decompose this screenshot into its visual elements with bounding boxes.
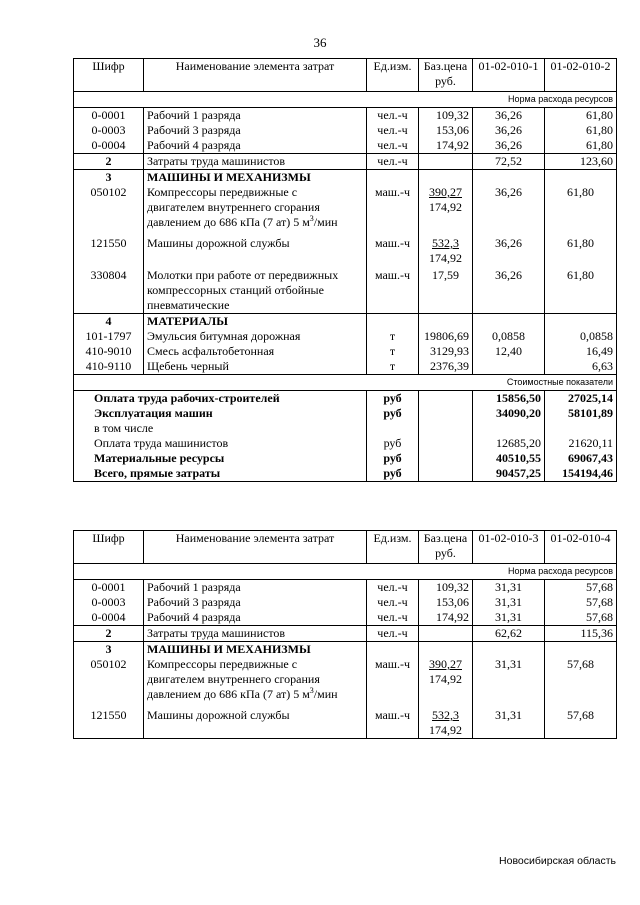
section-title: МАШИНЫ И МЕХАНИЗМЫ — [144, 642, 367, 658]
row-name: Рабочий 1 разряда — [144, 580, 367, 596]
row-code: 330804 — [74, 266, 144, 314]
row-name: Затраты труда машинистов — [144, 626, 367, 642]
section-row-machines — [74, 642, 617, 658]
table-row — [74, 230, 617, 266]
total-row — [74, 436, 617, 451]
row-name: Рабочий 3 разряда — [144, 595, 367, 610]
total-row — [74, 406, 617, 421]
row-value-a: 36,26 — [473, 185, 545, 230]
footer-region: Новосибирская область — [499, 855, 616, 867]
row-name: Рабочий 1 разряда — [144, 108, 367, 124]
table-row — [74, 123, 617, 138]
row-unit: маш.-ч — [367, 185, 419, 230]
row-price: 390,27 174,92 — [419, 657, 473, 702]
total-unit: руб — [367, 406, 419, 421]
row-value-a: 72,52 — [473, 154, 545, 170]
total-label: Эксплуатация машин — [74, 406, 367, 421]
header-code: Шифр — [74, 531, 144, 564]
header-price — [419, 531, 473, 564]
row-unit: маш.-ч — [367, 230, 419, 266]
row-value-b: 0,0858 — [545, 329, 617, 344]
header-price-line2: руб. — [435, 74, 456, 88]
row-code: 050102 — [74, 185, 144, 230]
row-name: Эмульсия битумная дорожная — [144, 329, 367, 344]
row-value-a: 31,31 — [473, 595, 545, 610]
row-value-b: 123,60 — [545, 154, 617, 170]
total-value-b: 69067,43 — [545, 451, 617, 466]
total-value-a: 90457,25 — [473, 466, 545, 482]
row-value-b: 115,36 — [545, 626, 617, 642]
row-value-a: 36,26 — [473, 230, 545, 266]
row-name: Затраты труда машинистов — [144, 154, 367, 170]
total-row — [74, 421, 617, 436]
row-price: 2376,39 — [419, 359, 473, 375]
row-price: 532,3 174,92 — [419, 230, 473, 266]
total-unit: руб — [367, 451, 419, 466]
header-price-line2: руб. — [435, 546, 456, 560]
row-value-a: 31,31 — [473, 580, 545, 596]
row-code: 410-9010 — [74, 344, 144, 359]
row-value-a: 36,26 — [473, 108, 545, 124]
row-value-b: 61,80 — [545, 230, 617, 266]
row-value-b: 61,80 — [545, 138, 617, 154]
resource-table-2 — [73, 530, 617, 739]
total-value-b: 154194,46 — [545, 466, 617, 482]
row-value-b: 57,68 — [545, 657, 617, 702]
row-value-a: 36,26 — [473, 266, 545, 314]
row-value-b: 6,63 — [545, 359, 617, 375]
row-code: 0-0004 — [74, 610, 144, 626]
table-row — [74, 329, 617, 344]
norm-caption: Норма расхода ресурсов — [74, 92, 617, 108]
header-name: Наименование элемента затрат — [144, 531, 367, 564]
row-name: Компрессоры передвижные с двигателем внутреннего сгорания давлением до 686 кПа (7 ат) 5 $м^3$/мин — [144, 185, 367, 230]
row-code: 121550 — [74, 702, 144, 739]
row-price: 174,92 — [419, 138, 473, 154]
cost-caption: Стоимостные показатели — [74, 375, 617, 391]
row-value-a: 0,0858 — [473, 329, 545, 344]
row-value-b: 61,80 — [545, 108, 617, 124]
total-value-a: 12685,20 — [473, 436, 545, 451]
row-price: 19806,69 — [419, 329, 473, 344]
table-row — [74, 359, 617, 375]
operators-row — [74, 154, 617, 170]
total-value-b: 21620,11 — [545, 436, 617, 451]
row-unit: т — [367, 344, 419, 359]
norm-caption: Норма расхода ресурсов — [74, 564, 617, 580]
section-title: МАТЕРИАЛЫ — [144, 314, 367, 330]
row-name: Рабочий 4 разряда — [144, 610, 367, 626]
row-price: 3129,93 — [419, 344, 473, 359]
row-value-a: 62,62 — [473, 626, 545, 642]
total-label: Материальные ресурсы — [74, 451, 367, 466]
cost-caption-row — [74, 375, 617, 391]
total-unit: руб — [367, 466, 419, 482]
row-price: 174,92 — [419, 610, 473, 626]
row-unit: т — [367, 359, 419, 375]
page-number: 36 — [313, 35, 327, 50]
row-price: 532,3 174,92 — [419, 702, 473, 739]
row-price: 109,32 — [419, 108, 473, 124]
resource-table-1 — [73, 58, 617, 482]
header-unit: Ед.изм. — [367, 59, 419, 92]
row-name: Машины дорожной службы — [144, 230, 367, 266]
header-price-line1: Баз.цена — [423, 59, 468, 73]
row-code: 410-9110 — [74, 359, 144, 375]
section-code: 3 — [74, 642, 144, 658]
row-value-b: 61,80 — [545, 185, 617, 230]
norm-caption-row — [74, 564, 617, 580]
row-price: 109,32 — [419, 580, 473, 596]
row-code: 0-0004 — [74, 138, 144, 154]
table-row — [74, 610, 617, 626]
row-value-a — [473, 359, 545, 375]
table-header-row — [74, 59, 617, 92]
row-value-a: 36,26 — [473, 138, 545, 154]
row-value-b: 61,80 — [545, 123, 617, 138]
row-name: Рабочий 4 разряда — [144, 138, 367, 154]
table-row — [74, 185, 617, 230]
table-header-row — [74, 531, 617, 564]
total-value-b: 58101,89 — [545, 406, 617, 421]
header-code: Шифр — [74, 59, 144, 92]
row-code: 050102 — [74, 657, 144, 702]
header-unit: Ед.изм. — [367, 531, 419, 564]
table-row — [74, 595, 617, 610]
row-code: 121550 — [74, 230, 144, 266]
row-unit: т — [367, 329, 419, 344]
row-value-a: 36,26 — [473, 123, 545, 138]
row-unit: маш.-ч — [367, 657, 419, 702]
header-price — [419, 59, 473, 92]
row-unit: чел.-ч — [367, 138, 419, 154]
row-value-b: 16,49 — [545, 344, 617, 359]
header-price-line1: Баз.цена — [423, 531, 468, 545]
row-name: Щебень черный — [144, 359, 367, 375]
table-row — [74, 702, 617, 739]
header-name: Наименование элемента затрат — [144, 59, 367, 92]
row-code: 0-0001 — [74, 108, 144, 124]
total-row — [74, 466, 617, 482]
row-value-a: 31,31 — [473, 702, 545, 739]
total-label: Оплата труда рабочих-строителей — [74, 391, 367, 407]
row-price: 153,06 — [419, 123, 473, 138]
row-unit: маш.-ч — [367, 702, 419, 739]
total-unit: руб — [367, 391, 419, 407]
row-price: 153,06 — [419, 595, 473, 610]
header-col-a: 01-02-010-1 — [473, 59, 545, 92]
row-unit: чел.-ч — [367, 595, 419, 610]
row-name: Рабочий 3 разряда — [144, 123, 367, 138]
total-value-a: 34090,20 — [473, 406, 545, 421]
operators-row — [74, 626, 617, 642]
row-code: 0-0001 — [74, 580, 144, 596]
row-value-a: 12,40 — [473, 344, 545, 359]
row-price: 17,59 — [419, 266, 473, 314]
row-value-a: 31,31 — [473, 657, 545, 702]
section-code: 3 — [74, 170, 144, 186]
row-value-b: 61,80 — [545, 266, 617, 314]
row-value-b: 57,68 — [545, 580, 617, 596]
table-row — [74, 266, 617, 314]
row-unit: чел.-ч — [367, 610, 419, 626]
row-value-b: 57,68 — [545, 595, 617, 610]
row-name: Молотки при работе от передвижных компрессорных станций отбойные пневматические — [144, 266, 367, 314]
total-value-b: 27025,14 — [545, 391, 617, 407]
row-value-b: 57,68 — [545, 702, 617, 739]
section-code: 4 — [74, 314, 144, 330]
total-label: Всего, прямые затраты — [74, 466, 367, 482]
table-row — [74, 344, 617, 359]
row-unit: чел.-ч — [367, 626, 419, 642]
header-col-b: 01-02-010-4 — [545, 531, 617, 564]
row-value-a: 31,31 — [473, 610, 545, 626]
row-price: 390,27 174,92 — [419, 185, 473, 230]
total-unit: руб — [367, 436, 419, 451]
total-label: в том числе — [74, 421, 367, 436]
norm-caption-row — [74, 92, 617, 108]
row-unit: чел.-ч — [367, 123, 419, 138]
total-value-a: 40510,55 — [473, 451, 545, 466]
row-code: 0-0003 — [74, 123, 144, 138]
row-name: Смесь асфальтобетонная — [144, 344, 367, 359]
row-code: 101-1797 — [74, 329, 144, 344]
table-row — [74, 580, 617, 596]
row-unit: чел.-ч — [367, 108, 419, 124]
total-value-a: 15856,50 — [473, 391, 545, 407]
section-row-machines — [74, 170, 617, 186]
section-row-materials — [74, 314, 617, 330]
total-row — [74, 391, 617, 407]
row-name: Машины дорожной службы — [144, 702, 367, 739]
row-code: 0-0003 — [74, 595, 144, 610]
section-title: МАШИНЫ И МЕХАНИЗМЫ — [144, 170, 367, 186]
row-unit: маш.-ч — [367, 266, 419, 314]
row-code: 2 — [74, 626, 144, 642]
header-col-a: 01-02-010-3 — [473, 531, 545, 564]
total-label: Оплата труда машинистов — [74, 436, 367, 451]
row-name: Компрессоры передвижные с двигателем внутреннего сгорания давлением до 686 кПа (7 ат) 5 $м^3$/мин — [144, 657, 367, 702]
row-value-b: 57,68 — [545, 610, 617, 626]
table-row — [74, 657, 617, 702]
header-col-b: 01-02-010-2 — [545, 59, 617, 92]
table-row — [74, 138, 617, 154]
table-row — [74, 108, 617, 124]
row-code: 2 — [74, 154, 144, 170]
row-unit: чел.-ч — [367, 580, 419, 596]
row-unit: чел.-ч — [367, 154, 419, 170]
total-row — [74, 451, 617, 466]
